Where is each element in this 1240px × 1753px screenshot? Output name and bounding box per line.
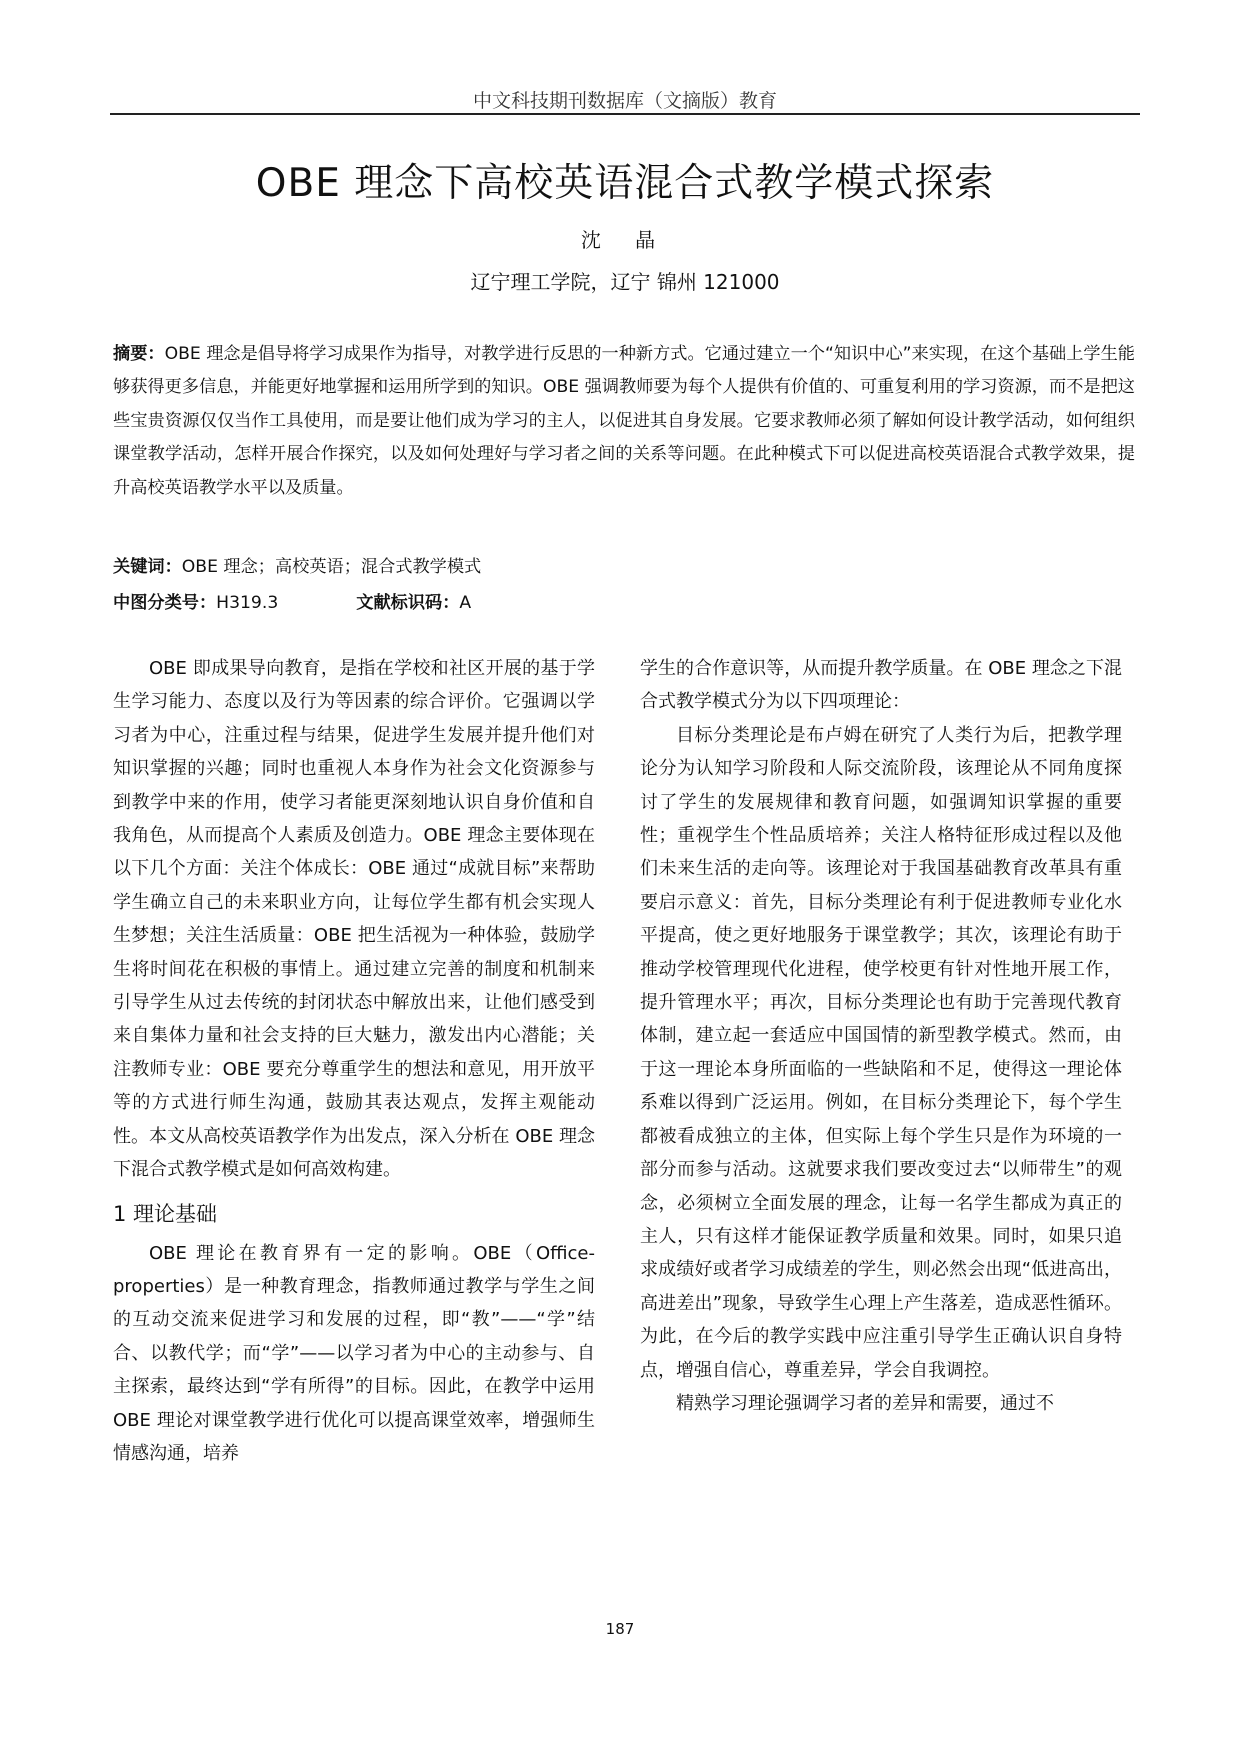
body-column-left — [113, 652, 595, 1470]
affiliation: 辽宁理工学院，辽宁 锦州 121000 — [470, 270, 780, 294]
body-column-right — [640, 652, 1122, 1420]
body-paragraph: OBE 即成果导向教育，是指在学校和社区开展的基于学生学习能力、态度以及行为等因素的综合评价。它强调以学习者为中心，注重过程与结果，促进学生发展并提升他们对知识掌握的兴趣；同时也重视人本身作为社会文化资源参与到教学中来的作用，使学习者能更深刻地认识自身价值和自我角色，从而提高个人素质及创造力。OBE 理念主要体现在以下几个方面：关注个体成长：OBE 通过“成就目标”来帮助学生确立自己的未来职业方向，让每位学生都有机会实现人生梦想；关注生活质量：OBE 把生活视为一种体验，鼓励学生将时间花在积极的事情上。通过建立完善的制度和机制来引导学生从过去传统的封闭状态中解放出来，让他们感受到来自集体力量和社会支持的巨大魅力，激发出内心潜能；关注教师专业：OBE 要充分尊重学生的想法和意见，用开放平等的方式进行师生沟通，鼓励其表达观点，发挥主观能动性。本文从高校英语教学作为出发点，深入分析在 OBE 理念下混合式教学模式是如何高效构建。 — [113, 658, 595, 1181]
body-paragraph: 学生的合作意识等，从而提升教学质量。在 OBE 理念之下混合式教学模式分为以下四项理论： — [640, 658, 1122, 713]
keywords — [113, 552, 1135, 577]
keywords-text: OBE 理念；高校英语；混合式教学模式 — [181, 557, 482, 577]
section-heading: 1 理论基础 — [113, 1201, 218, 1226]
doc-code-value: A — [459, 593, 472, 613]
clc-value: H319.3 — [216, 593, 279, 613]
paper-title: OBE 理念下高校英语混合式教学模式探索 — [255, 161, 995, 206]
classification — [113, 588, 1135, 613]
header-rule — [110, 113, 1140, 115]
abstract-text: OBE 理念是倡导将学习成果作为指导，对教学进行反思的一种新方式。它通过建立一个“知识中心”来实现，在这个基础上学生能够获得更多信息，并能更好地掌握和运用所学到的知识。OBE 强调教师要为每个人提供有价值的、可重复利用的学习资源，而不是把这些宝贵资源仅仅当作工具使用，而是要让他们成为学习的主人，以促进其自身发展。它要求教师必须了解如何设计教学活动，如何组织课堂教学活动，怎样开展合作探究，以及如何处理好与学习者之间的关系等问题。在此种模式下可以促进高校英语混合式教学效果，提升高校英语教学水平以及质量。 — [113, 344, 1135, 498]
abstract — [113, 338, 1135, 505]
journal-header: 中文科技期刊数据库（文摘版）教育 — [472, 90, 777, 112]
page-number: 187 — [605, 1620, 635, 1638]
body-paragraph: 精熟学习理论强调学习者的差异和需要，通过不 — [676, 1392, 1054, 1414]
clc-label: 中图分类号： — [113, 593, 217, 613]
body-paragraph: 目标分类理论是布卢姆在研究了人类行为后，把教学理论分为认知学习阶段和人际交流阶段，该理论从不同角度探讨了学生的发展规律和教育问题，如强调知识掌握的重要性；重视学生个性品质培养；关注人格特征形成过程以及他们未来生活的走向等。该理论对于我国基础教育改革具有重要启示意义：首先，目标分类理论有利于促进教师专业化水平提高，使之更好地服务于课堂教学；其次，该理论有助于推动学校管理现代化进程，使学校更有针对性地开展工作，提升管理水平；再次，目标分类理论也有助于完善现代教育体制，建立起一套适应中国国情的新型教学模式。然而，由于这一理论本身所面临的一些缺陷和不足，使得这一理论体系难以得到广泛运用。例如，在目标分类理论下，每个学生都被看成独立的主体，但实际上每个学生只是作为环境的一部分而参与活动。这就要求我们要改变过去“以师带生”的观念，必须树立全面发展的理念，让每一名学生都成为真正的主人，只有这样才能保证教学质量和效果。同时，如果只追求成绩好或者学习成绩差的学生，则必然会出现“低进高出，高进差出”现象，导致学生心理上产生落差，造成恶性循环。为此，在今后的教学实践中应注重引导学生正确认识自身特点，增强自信心，尊重差异，学会自我调控。 — [640, 724, 1122, 1381]
author: 沈 晶 — [580, 228, 670, 252]
body-paragraph: OBE 理论在教育界有一定的影响。OBE（Office-properties）是一种教育理念，指教师通过教学与学生之间的互动交流来促进学习和发展的过程，即“教”——“学”结合、以教代学；而“学”——以学习者为中心的主动参与、自主探索，最终达到“学有所得”的目标。因此，在教学中运用 OBE 理论对课堂教学进行优化可以提高课堂效率，增强师生情感沟通，培养 — [113, 1242, 595, 1464]
keywords-label: 关键词： — [113, 557, 182, 577]
doc-code-label: 文献标识码： — [356, 593, 460, 613]
abstract-label: 摘要： — [113, 344, 165, 364]
